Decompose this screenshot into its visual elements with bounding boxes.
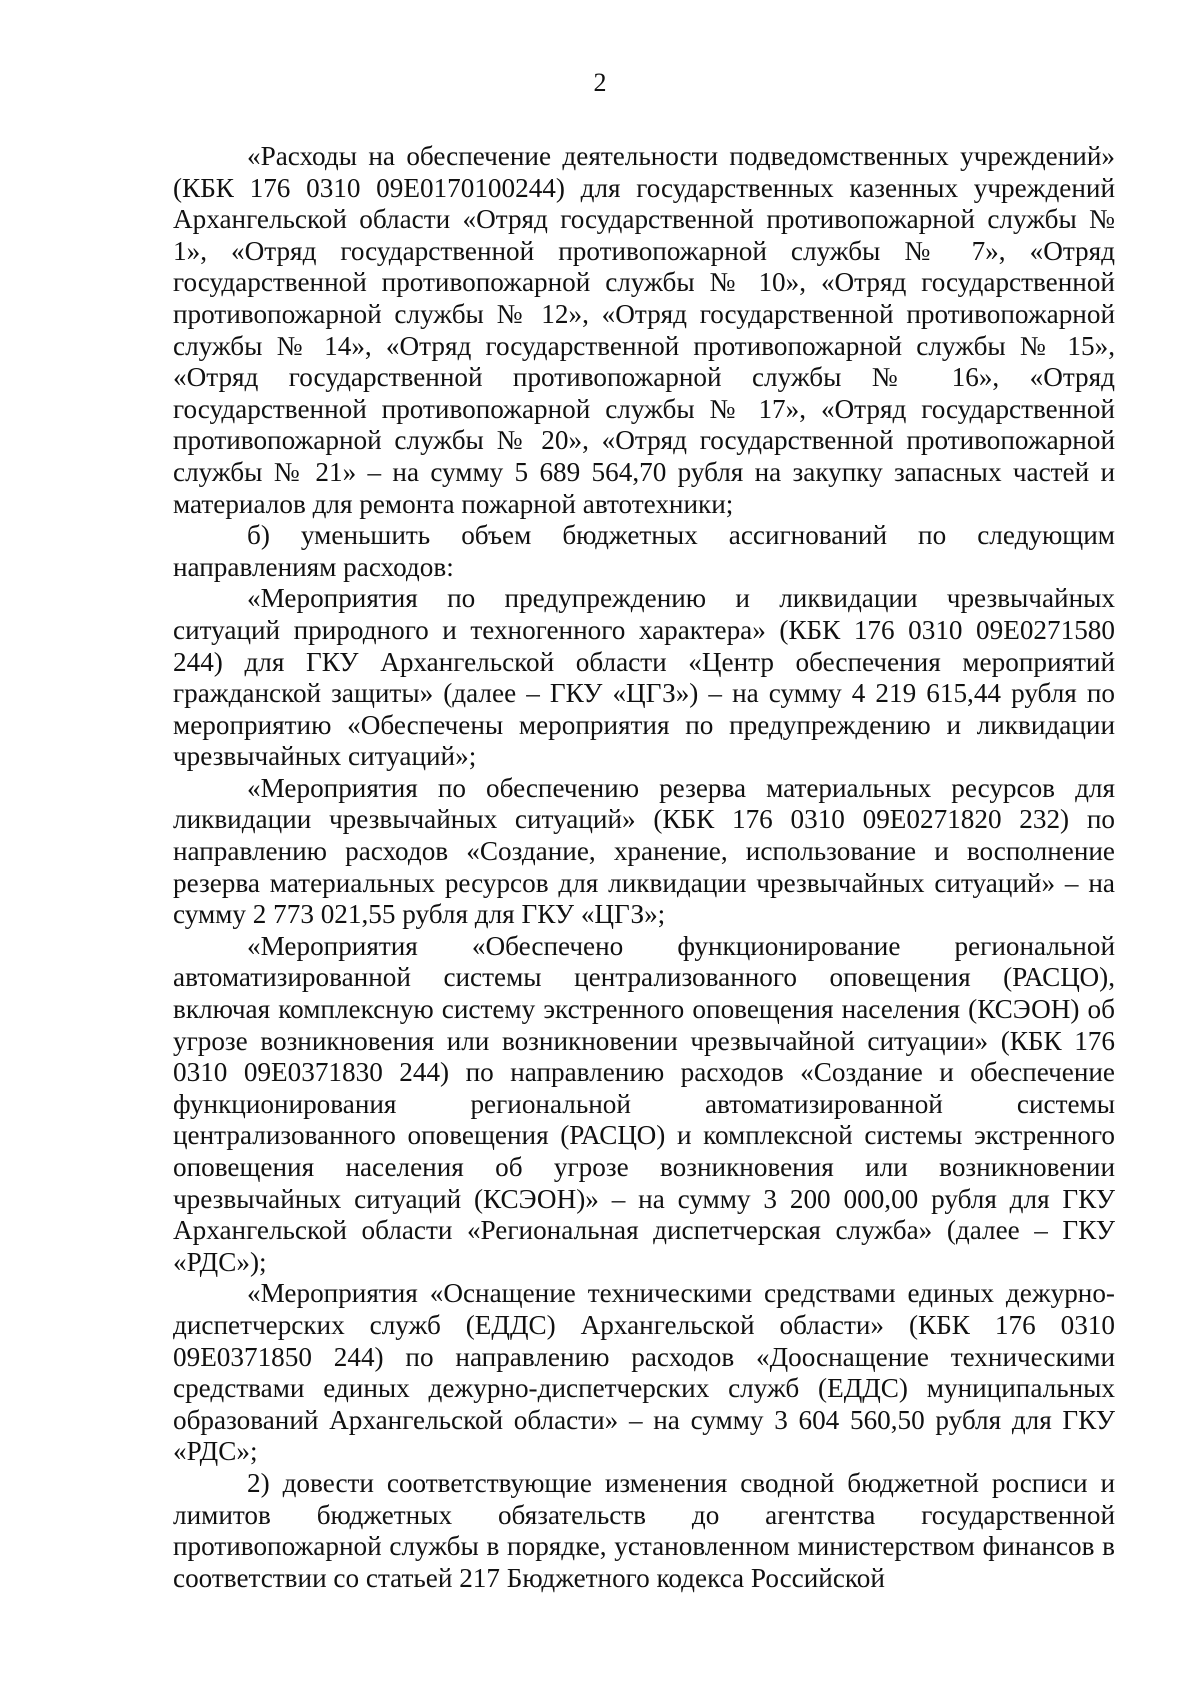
paragraph-rasco-system: «Мероприятия «Обеспечено функционирование региональной автоматизированной системы централизованного оповещения (РАСЦО), включая комплексную систему экстренного оповещения населения (КСЭОН) об угрозе возникновения или возникновении чрезвычайной ситуации» (КБК 176 0310 09Е0371830 244) по направлению расходов «Создание и обеспечение функционирования региональной автоматизированной системы централизованного оповещения (РАСЦО) и комплексной системы экстренного оповещения населения об угрозе возникновения или возникновении чрезвычайных ситуаций (КСЭОН)» – на сумму 3 200 000,00 рубля для ГКУ Архангельской области «Региональная диспетчерская служба» (далее – ГКУ «РДС»);: [173, 930, 1115, 1277]
paragraph-edds-equipment: «Мероприятия «Оснащение техническими средствами единых дежурно-диспетчерских служб (ЕДДС) Архангельской области» (КБК 176 0310 09Е0371850 244) по направлению расходов «Дооснащение техническими средствами единых дежурно-диспетчерских служб (ЕДДС) муниципальных образований Архангельской области» – на сумму 3 604 560,50 рубля для ГКУ «РДС»;: [173, 1278, 1115, 1467]
paragraph-budget-changes: 2) довести соответствующие изменения сводной бюджетной росписи и лимитов бюджетных обязательств до агентства государственной противопожарной службы в порядке, установленном министерством финансов в соответствии со статьей 217 Бюджетного кодекса Российской: [173, 1467, 1115, 1593]
paragraph-expenses-increase: «Расходы на обеспечение деятельности подведомственных учреждений» (КБК 176 0310 09Е0170100244) для государственных казенных учреждений Архангельской области «Отряд государственной противопожарной службы № 1», «Отряд государственной противопожарной службы № 7», «Отряд государственной противопожарной службы № 10», «Отряд государственной противопожарной службы № 12», «Отряд государственной противопожарной службы № 14», «Отряд государственной противопожарной службы № 15», «Отряд государственной противопожарной службы № 16», «Отряд государственной противопожарной службы № 17», «Отряд государственной противопожарной службы № 20», «Отряд государственной противопожарной службы № 21» – на сумму 5 689 564,70 рубля на закупку запасных частей и материалов для ремонта пожарной автотехники;: [173, 141, 1115, 519]
paragraph-emergency-prevention: «Мероприятия по предупреждению и ликвидации чрезвычайных ситуаций природного и техногенного характера» (КБК 176 0310 09Е0271580 244) для ГКУ Архангельской области «Центр обеспечения мероприятий гражданской защиты» (далее – ГКУ «ЦГЗ») – на сумму 4 219 615,44 рубля по мероприятию «Обеспечены мероприятия по предупреждению и ликвидации чрезвычайных ситуаций»;: [173, 583, 1115, 772]
paragraph-reduce-intro: б) уменьшить объем бюджетных ассигнований по следующим направлениям расходов:: [173, 520, 1115, 582]
document-body: [173, 141, 1115, 1594]
page-number: 2: [593, 68, 607, 97]
paragraph-material-reserve: «Мероприятия по обеспечению резерва материальных ресурсов для ликвидации чрезвычайных ситуаций» (КБК 176 0310 09Е0271820 232) по направлению расходов «Создание, хранение, использование и восполнение резерва материальных ресурсов для ликвидации чрезвычайных ситуаций» – на сумму 2 773 021,55 рубля для ГКУ «ЦГЗ»;: [173, 772, 1115, 930]
